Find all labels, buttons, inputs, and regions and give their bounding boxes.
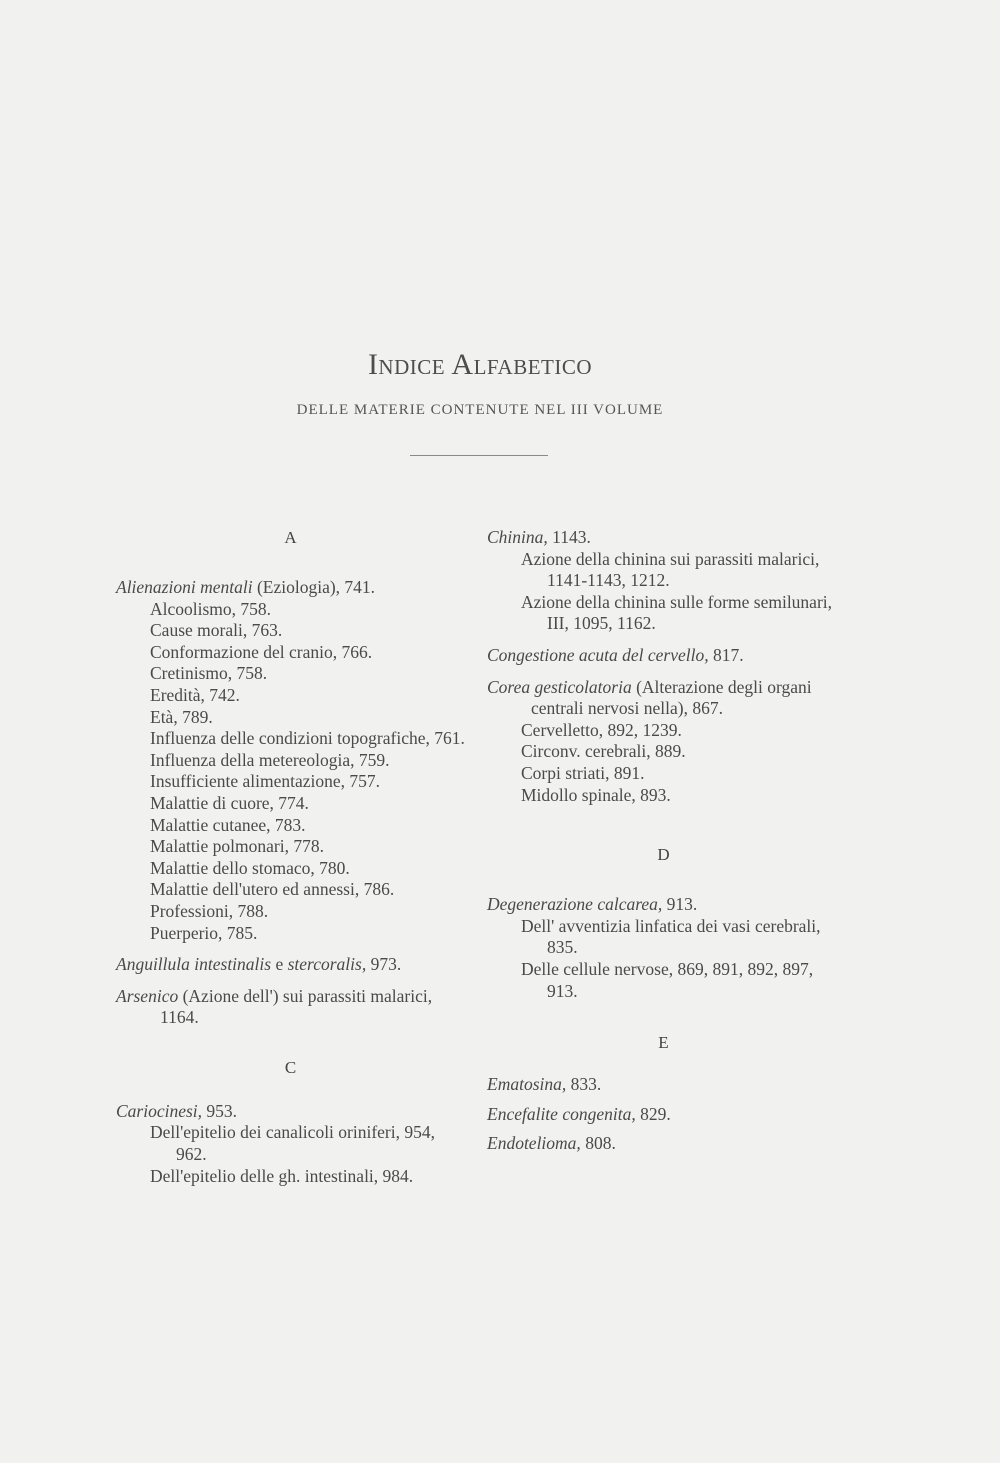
entry-heading-rest: (Alterazione degli organi centrali nervosi nella), 867. xyxy=(531,676,812,719)
index-subentry: Cervelletto, 892, 1239. xyxy=(521,719,682,740)
page-title: Indice Alfabetico xyxy=(367,348,593,381)
index-column-left xyxy=(116,527,466,1187)
entry-heading: Anguillula intestinalis xyxy=(116,954,272,975)
index-subentry: Dell'epitelio delle gh. intestinali, 984. xyxy=(150,1165,414,1186)
section-letter-c: C xyxy=(284,1057,298,1077)
index-column-right xyxy=(487,527,841,1155)
entry-heading: Degenerazione calcarea, xyxy=(487,894,663,915)
entry-heading-rest: 808. xyxy=(580,1133,616,1154)
entry-heading-rest: 817. xyxy=(708,644,744,665)
entry-heading-rest: 953. xyxy=(202,1100,238,1121)
entry-heading-rest: 833. xyxy=(566,1074,602,1095)
index-entry-degenerazione xyxy=(487,894,841,1002)
index-subentry: Influenza della metereologia, 759. xyxy=(150,749,390,770)
index-subentry: Influenza delle condizioni topografiche, 761. xyxy=(150,728,465,749)
index-entry-encefalite xyxy=(487,1104,841,1126)
index-entry-ematosina xyxy=(487,1074,841,1096)
entry-heading: Cariocinesi, xyxy=(116,1100,203,1121)
index-subentry: Midollo spinale, 893. xyxy=(521,784,671,805)
index-subentry: Malattie cutanee, 783. xyxy=(150,814,306,835)
entry-heading-second: stercoralis, xyxy=(287,954,367,975)
entry-heading: Congestione acuta del cervello, xyxy=(487,644,709,665)
section-letter-d: D xyxy=(657,845,671,865)
index-subentry: Corpi striati, 891. xyxy=(521,762,645,783)
index-subentry: Professioni, 788. xyxy=(150,900,269,921)
index-entry-chinina xyxy=(487,527,841,635)
index-entry-arsenico xyxy=(116,986,466,1029)
page-subtitle: DELLE MATERIE CONTENUTE NEL III VOLUME xyxy=(296,402,664,418)
entry-heading-rest: (Eziologia), 741. xyxy=(252,577,376,597)
entry-heading: Arsenico xyxy=(116,985,179,1006)
entry-heading: Alienazioni mentali xyxy=(116,577,253,597)
index-subentry: Azione della chinina sulle forme semilunari, III, 1095, 1162. xyxy=(521,591,833,634)
index-subentry: Insufficiente alimentazione, 757. xyxy=(150,771,381,792)
index-subentry: Eredità, 742. xyxy=(150,684,240,705)
index-subentry: Età, 789. xyxy=(150,706,213,727)
entry-heading: Ematosina, xyxy=(487,1074,567,1095)
index-subentry: Cause morali, 763. xyxy=(150,620,283,641)
entry-heading: Encefalite congenita, xyxy=(487,1103,636,1124)
section-letter-a: A xyxy=(284,528,298,547)
index-subentry: Malattie dell'utero ed annessi, 786. xyxy=(150,879,395,900)
entry-heading-rest: 913. xyxy=(662,894,698,915)
index-subentry: Dell'epitelio dei canalicoli oriniferi, 954, 962. xyxy=(150,1122,435,1165)
index-subentry: Cretinismo, 758. xyxy=(150,663,268,684)
entry-heading: Corea gesticolatoria xyxy=(487,676,632,697)
index-entry-endotelioma xyxy=(487,1133,841,1155)
index-subentry: Azione della chinina sui parassiti malarici, 1141-1143, 1212. xyxy=(521,548,820,591)
entry-heading-connector: e xyxy=(271,954,288,975)
index-entry-congestione xyxy=(487,645,841,667)
index-entry-corea xyxy=(487,677,841,807)
entry-heading: Chinina, xyxy=(487,527,548,547)
entry-heading-rest: 829. xyxy=(635,1103,671,1124)
section-letter-e: E xyxy=(658,1033,670,1053)
index-entry-cariocinesi xyxy=(116,1101,466,1187)
entry-heading-rest: 1143. xyxy=(547,527,591,547)
entry-heading-rest: (Azione dell') sui parassiti malarici, 1164. xyxy=(160,985,433,1028)
entry-heading: Endotelioma, xyxy=(487,1133,581,1154)
index-entry-alienazioni xyxy=(116,577,466,944)
index-subentry: Dell' avventizia linfatica dei vasi cerebrali, 835. xyxy=(521,915,821,958)
index-subentry: Malattie di cuore, 774. xyxy=(150,792,309,813)
index-subentry: Conformazione del cranio, 766. xyxy=(150,641,373,662)
index-entry-anguillula xyxy=(116,954,466,976)
index-subentry: Circonv. cerebrali, 889. xyxy=(521,741,686,762)
index-subentry: Malattie polmonari, 778. xyxy=(150,836,324,857)
index-subentry: Malattie dello stomaco, 780. xyxy=(150,857,350,878)
index-subentry: Delle cellule nervose, 869, 891, 892, 897, 913. xyxy=(521,958,814,1001)
title-rule xyxy=(410,455,548,456)
entry-heading-rest: 973. xyxy=(366,954,402,975)
index-subentry: Puerperio, 785. xyxy=(150,922,258,943)
index-subentry: Alcoolismo, 758. xyxy=(150,598,272,619)
